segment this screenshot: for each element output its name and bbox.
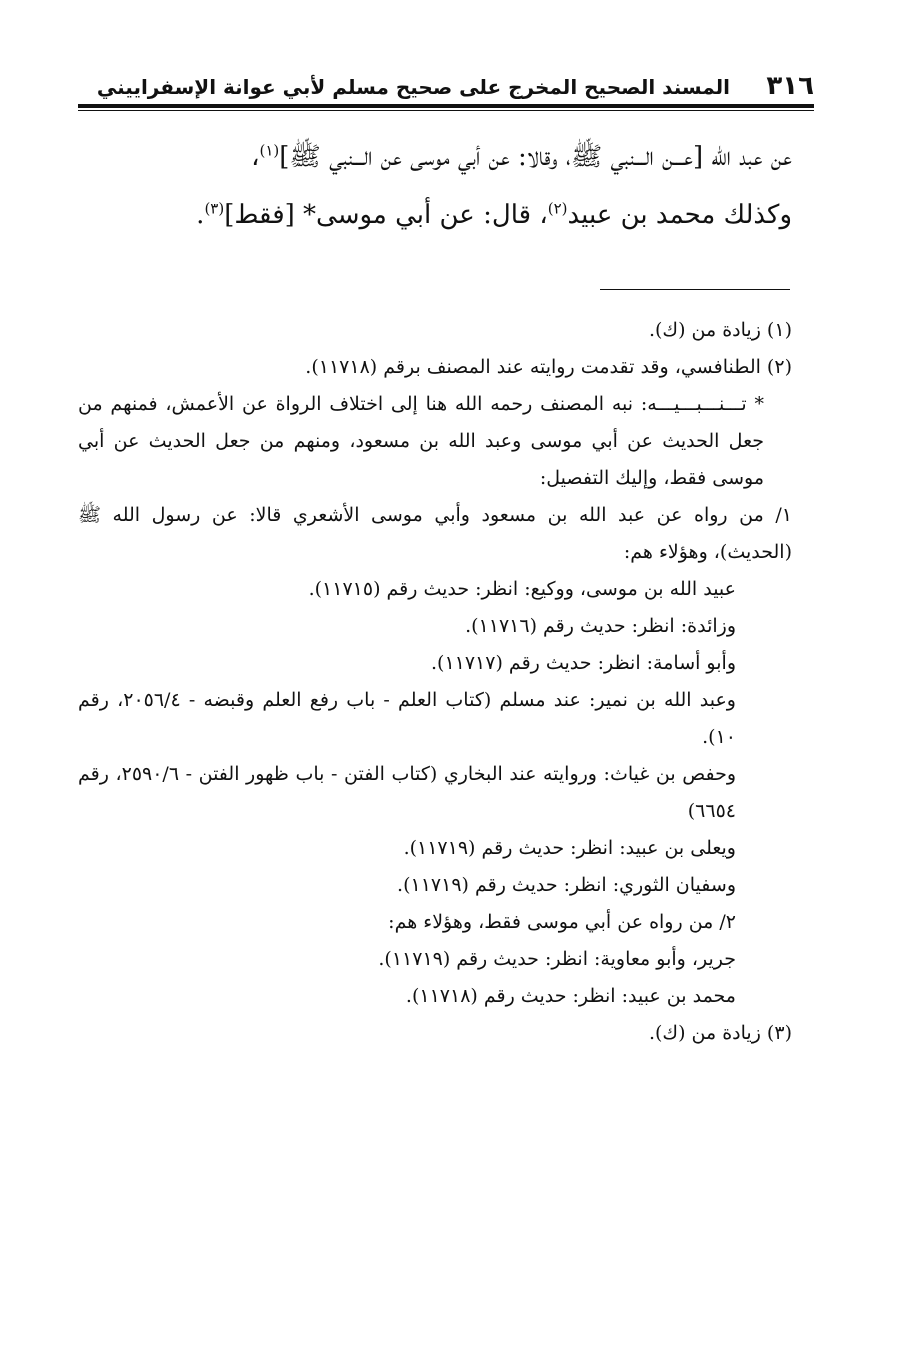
page-number: ٣١٦	[766, 71, 814, 101]
group-1-item: وحفص بن غياث: وروايته عند البخاري (كتاب الفتن - باب ظهور الفتن - ٢٥٩٠/٦، رقم ٦٦٥٤)	[78, 763, 736, 822]
footnote-ref-2: (٢)	[547, 199, 568, 218]
main-text	[78, 128, 792, 244]
group-1-item: وعبد الله بن نمير: عند مسلم (كتاب العلم - باب رفع العلم وقبضه - ٢٠٥٦/٤، رقم ١٠).	[78, 689, 736, 748]
tanbih-note: * تـــنـــبـــيـــه: نبه المصنف رحمه الله هنا إلى اختلاف الرواة عن الأعمش، فمنهم من جعل الحديث عن أبي موسى وعبد الله بن مسعود، ومنهم من جعل الحديث عن أبي موسى فقط، وإليك التفصيل:	[78, 393, 764, 489]
footnote-ref-1: (١)	[259, 141, 280, 160]
group-1-item: وأبو أسامة: انظر: حديث رقم (١١٧١٧).	[430, 652, 736, 674]
main-line-2: وكذلك محمد بن عبيد$^{(٢)}$، قال: عن أبي موسى* [فقط]$^{(٣)}$.	[196, 199, 792, 230]
group-2-item: جرير، وأبو معاوية: انظر: حديث رقم (١١٧١٩).	[378, 948, 736, 970]
group-1-item: عبيد الله بن موسى، ووكيع: انظر: حديث رقم (١١٧١٥).	[308, 578, 736, 600]
header-rule-thick	[78, 104, 814, 108]
footnotes	[78, 312, 792, 1052]
group-1-item: ويعلى بن عبيد: انظر: حديث رقم (١١٧١٩).	[403, 837, 736, 859]
footnote-ref-3: (٣)	[204, 199, 225, 218]
running-title: المسند الصحيح المخرج على صحيح مسلم لأبي عوانة الإسفراييني	[96, 75, 730, 99]
footnote-2: (٢) الطنافسي، وقد تقدمت روايته عند المصنف برقم (١١٧١٨).	[305, 356, 792, 378]
group-1-item: وزائدة: انظر: حديث رقم (١١٧١٦).	[465, 615, 736, 637]
group-2-item: محمد بن عبيد: انظر: حديث رقم (١١٧١٨).	[405, 985, 736, 1007]
group-1-item: وسفيان الثوري: انظر: حديث رقم (١١٧١٩).	[397, 874, 736, 896]
footnote-1: (١) زيادة من (ك).	[648, 319, 792, 341]
page-header	[78, 70, 814, 104]
footnote-separator	[600, 289, 790, 290]
footnote-3: (٣) زيادة من (ك).	[648, 1022, 792, 1044]
header-rule-thin	[78, 110, 814, 111]
main-line-1: عن عبد الله [عـــن الـــنبي ﷺ، وقالا: عن أبي موسى عن الـــنبي ﷺ]$^{(١)}$،	[251, 141, 792, 172]
group-2-intro: ٢/ من رواه عن أبي موسى فقط، وهؤلاء هم:	[388, 911, 736, 933]
group-1-intro: ١/ من رواه عن عبد الله بن مسعود وأبي موسى الأشعري قالا: عن رسول الله ﷺ (الحديث)، وهؤلاء هم:	[78, 504, 792, 563]
